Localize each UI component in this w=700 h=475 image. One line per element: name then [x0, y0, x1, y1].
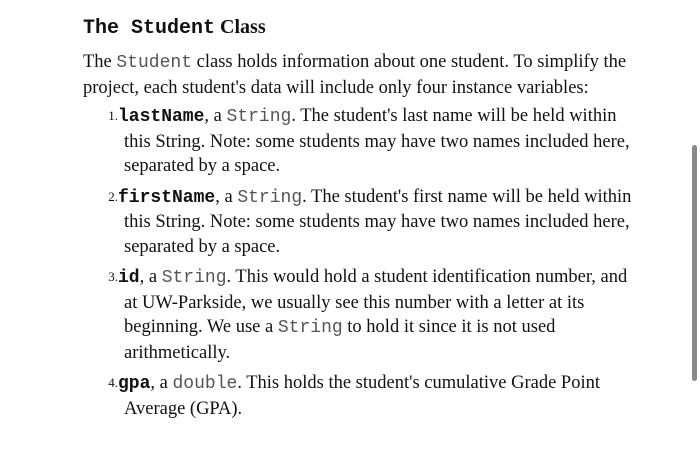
list-text: , a	[150, 373, 173, 393]
variable-name: gpa	[118, 374, 151, 394]
list-item-firstname	[83, 185, 643, 260]
variable-name: lastName	[118, 107, 205, 127]
instance-variable-list	[83, 104, 643, 421]
intro-paragraph	[83, 50, 643, 100]
vertical-scrollbar[interactable]	[692, 145, 697, 381]
variable-type: String	[237, 187, 303, 208]
variable-type: double	[172, 374, 238, 394]
list-text: , a	[139, 267, 162, 287]
variable-name: firstName	[118, 187, 216, 208]
list-item-gpa	[83, 371, 643, 421]
intro-code: Student	[116, 53, 193, 73]
list-number: 4.	[108, 375, 118, 390]
document-body	[83, 14, 643, 427]
variable-description: . This would hold a student identification number, and at UW-Parkside, we usually see this number with a letter at its beginning. We use a	[124, 267, 628, 337]
list-number: 2.	[108, 188, 118, 204]
variable-description: . The student's last name will be held within this String. Note: some students may have two names included here, separated by a space.	[124, 106, 630, 176]
list-item-lastname	[83, 104, 643, 179]
list-item-id	[83, 265, 643, 365]
variable-type-inline: String	[277, 318, 343, 338]
variable-description-cont: to hold it since it is not used arithmetically.	[124, 317, 556, 363]
list-text: , a	[204, 106, 227, 126]
variable-description: . This holds the student's cumulative Grade Point Average (GPA).	[124, 373, 600, 419]
list-number: 3.	[108, 269, 118, 284]
list-text: , a	[215, 186, 238, 207]
variable-description: . The student's first name will be held within this String. Note: some students may have two names included here, separated by a space.	[124, 186, 632, 257]
heading-text: Class	[215, 16, 266, 38]
variable-type: String	[226, 107, 292, 127]
variable-name: id	[118, 268, 140, 288]
intro-text-1: The	[83, 52, 117, 72]
section-heading	[83, 14, 643, 42]
intro-text-2: class holds information about one student. To simplify the project, each student's data will include only four instance variables:	[83, 52, 627, 98]
variable-type: String	[161, 268, 227, 288]
list-number: 1.	[108, 108, 118, 123]
heading-code: The Student	[83, 17, 216, 40]
